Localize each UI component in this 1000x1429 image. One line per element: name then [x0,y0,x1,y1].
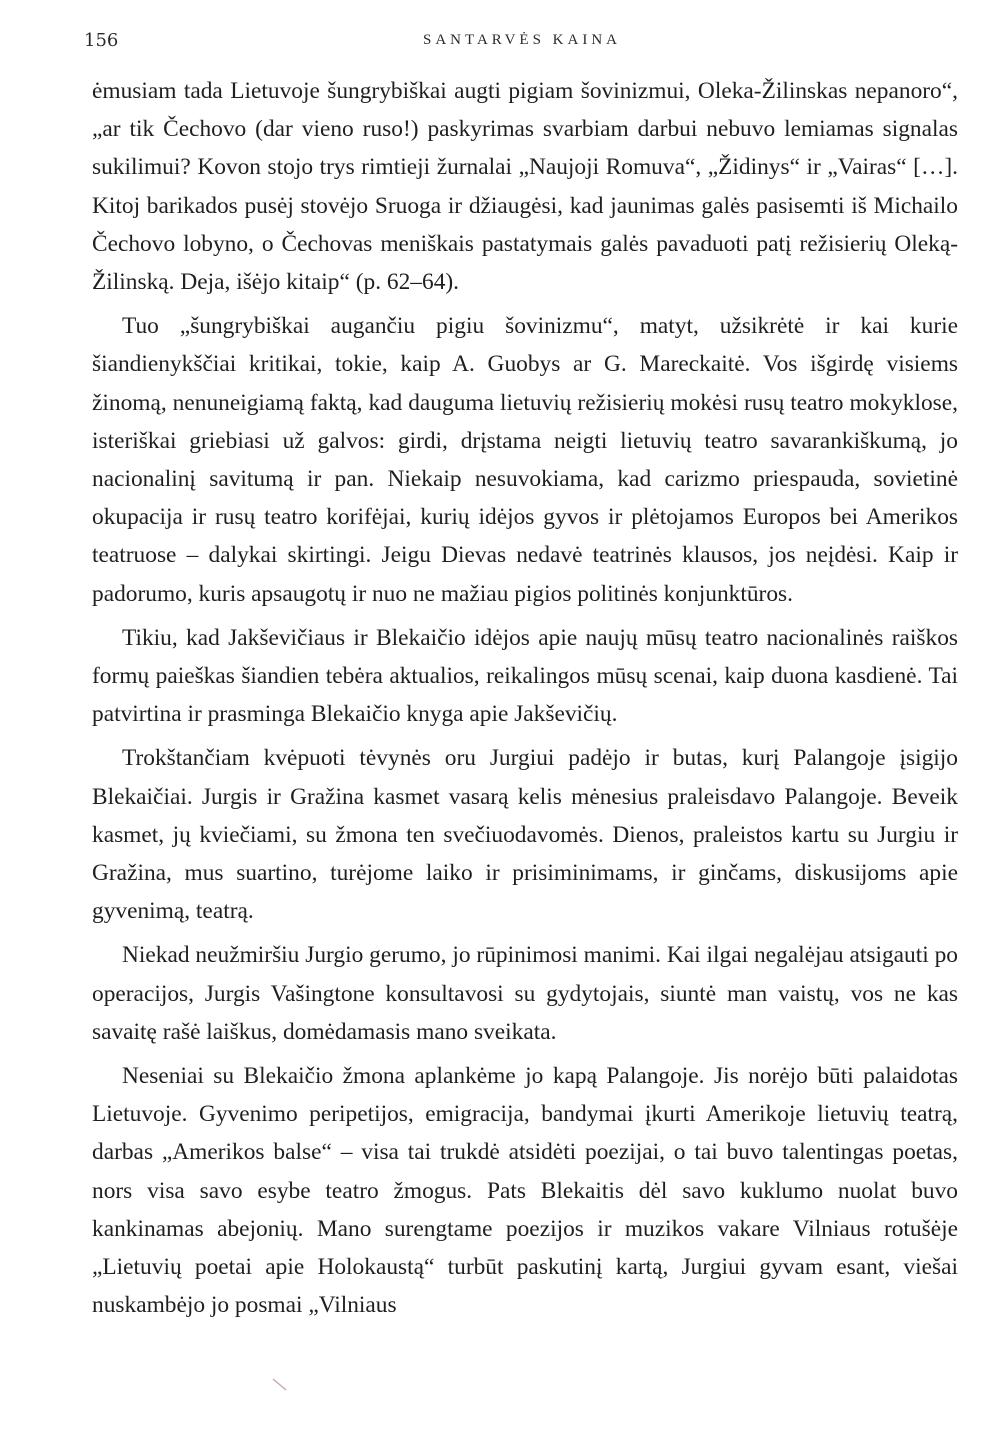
paragraph: Niekad neužmiršiu Jurgio gerumo, jo rūpinimosi manimi. Kai ilgai negalėjau atsigauti po operacijos, Jurgis Vašingtone konsultavosi su gydytojais, siuntė man vaistų, vos ne kas savaitę rašė laiškus, domėdamasis mano sveikata. [92,942,958,1045]
paragraph: Tikiu, kad Jakševičiaus ir Blekaičio idėjos apie naujų mūsų teatro nacionalinės raiškos formų paieškas šiandien tebėra aktualios, reikalingos mūsų scenai, kaip duona kasdienė. Tai patvirtina ir prasminga Blekaičio knyga apie Jakševičių. [92,624,958,728]
paragraph: Neseniai su Blekaičio žmona aplankėme jo kapą Palangoje. Jis norėjo būti palaidotas Lietuvoje. Gyvenimo peripetijos, emigracija, bandymai įkurti Amerikoje lietuvių teatrą, darbas „Amerikos balse“ – visa tai trukdė atsidėti poezijai, o tai buvo talentingas poetas, nors visa savo esybe teatro žmogus. Pats Blekaitis dėl savo kuklumo nuolat buvo kankinamas abejonių. Mano surengtame poezijos ir muzikos vakare Vilniaus rotušėje „Lietuvių poetai apie Holokaustą“ turbūt paskutinį kartą, Jurgiui gyvam esant, viešai nuskambėjo jo posmai „Vilniaus [92,1063,958,1319]
stray-pen-mark [272,1378,288,1392]
body-text [92,72,958,1331]
paragraph: Tuo „šungrybiškai augančiu pigiu šovinizmu“, matyt, užsikrėtė ir kai kurie šiandienykščiai kritikai, tokie, kaip A. Guobys ar G. Mareckaitė. Vos išgirdę visiems žinomą, nenuneigiamą faktą, kad dauguma lietuvių režisierių mokėsi rusų teatro mokyklose, isteriškai griebiasi už galvos: girdi, drįstama neigti lietuvių teatro savarankiškumą, jo nacionalinį savitumą ir pan. Niekaip nesuvokiama, kad carizmo priespauda, sovietinė okupacija ir rusų teatro korifėjai, kurių idėjos gyvos ir plėtojamos Europos bei Amerikos teatruose – dalykai skirtingi. Jeigu Dievas nedavė teatrinės klausos, jos neįdėsi. Kaip ir padorumo, kuris apsaugotų ir nuo ne mažiau pigios politinės konjunktūros. [92,313,958,607]
page-header [84,30,960,56]
paragraph-continued: ėmusiam tada Lietuvoje šungrybiškai augti pigiam šovinizmui, Oleka-Žilinskas nepanoro“, „ar tik Čechovo (dar vieno ruso!) paskyrimas svarbiam darbui nebuvo lemiamas signalas sukilimui? Kovon stojo trys rimtieji žurnalai „Naujoji Romuva“, „Židinys“ ir „Vairas“ […]. Kitoj barikados pusėj stovėjo Sruoga ir džiaugėsi, kad jaunimas galės pasisemti iš Michailo Čechovo lobyno, o Čechovas meniškais pastatymais galės pavaduoti patį režisierių Oleką-Žilinską. Deja, išėjo kitaip“ (p. 62–64). [92,78,958,296]
paragraph: Trokštančiam kvėpuoti tėvynės oru Jurgiui padėjo ir butas, kurį Palangoje įsigijo Blekaičiai. Jurgis ir Gražina kasmet vasarą kelis mėnesius praleisdavo Palangoje. Beveik kasmet, jų kviečiami, su žmona ten svečiuodavomės. Dienos, praleistos kartu su Jurgiu ir Gražina, mus suartino, turėjome laiko ir prisiminimams, ir ginčams, diskusijoms apie gyvenimą, teatrą. [92,745,958,925]
running-head: SANTARVĖS KAINA [422,32,622,48]
page-number: 156 [84,30,119,51]
